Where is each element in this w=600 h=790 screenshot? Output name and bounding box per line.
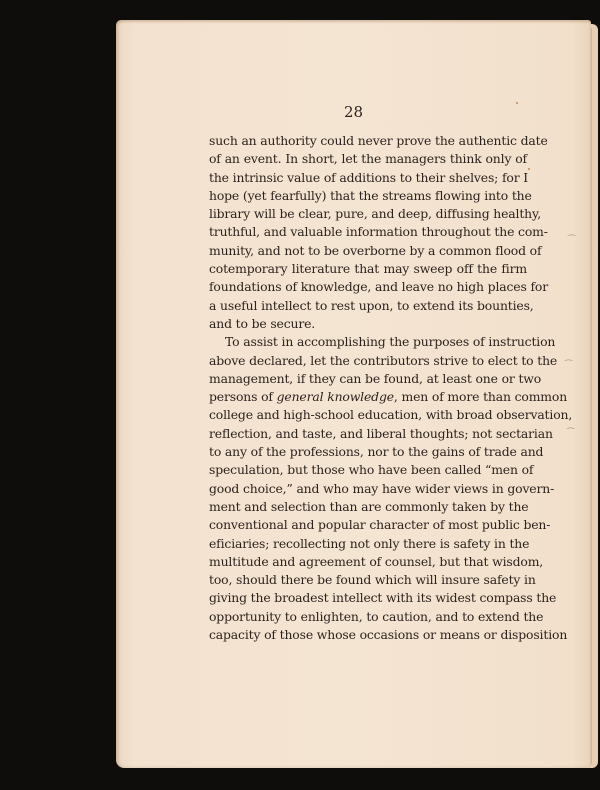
text-line: speculation, but those who have been called “men of (209, 462, 534, 478)
text-line: good choice,” and who may have wider views in govern- (209, 480, 555, 496)
text-line (209, 388, 568, 406)
body-text (209, 132, 573, 644)
text-line: opportunity to enlighten, to caution, and to extend the (209, 608, 544, 624)
text-line: to any of the professions, nor to the gains of trade and (209, 444, 544, 460)
text-line: To assist in accomplishing the purposes of instruction (225, 334, 556, 350)
text-line: above declared, let the contributors strive to elect to the (209, 352, 558, 368)
text-line: giving the broadest intellect with its widest compass the (209, 590, 557, 606)
text-line: library will be clear, pure, and deep, diffusing healthy, (209, 206, 541, 222)
text-line: a useful intellect to rest upon, to extend its bounties, (209, 297, 534, 313)
paper-speck (516, 102, 518, 104)
text-line: truthful, and valuable information throughout the com- (209, 224, 548, 240)
text-segment: persons of (209, 389, 277, 405)
italic-emphasis: general knowledge (276, 389, 394, 405)
pinhole-mark-icon: ⁀ (567, 429, 575, 439)
text-line: management, if they can be found, at least one or two (209, 370, 542, 386)
text-segment: , men of more than common (393, 389, 568, 405)
text-line: multitude and agreement of counsel, but that wisdom, (209, 553, 544, 569)
text-line: hope (yet fearfully) that the streams flowing into the (209, 187, 532, 203)
text-line: cotemporary literature that may sweep off the firm (209, 261, 527, 277)
text-line: reflection, and taste, and liberal thoughts; not sectarian (209, 425, 553, 441)
book-page (116, 20, 591, 768)
page-number: 28 (343, 103, 364, 121)
pinhole-mark-icon: ⁀ (568, 236, 576, 246)
paper-speck (528, 168, 530, 170)
text-line: munity, and not to be overborne by a common flood of (209, 242, 542, 258)
text-line: ment and selection than are commonly taken by the (209, 498, 529, 514)
text-line: and to be secure. (209, 315, 316, 331)
text-line: the intrinsic value of additions to their shelves; for I (209, 169, 529, 185)
pinhole-mark-icon: ⁀ (565, 361, 573, 371)
text-line: eficiaries; recollecting not only there is safety in the (209, 535, 530, 551)
text-line: such an authority could never prove the authentic date (209, 133, 548, 148)
text-line: of an event. In short, let the managers think only of (209, 151, 527, 167)
text-line: foundations of knowledge, and leave no high places for (209, 279, 548, 295)
text-line: conventional and popular character of most public ben- (209, 517, 551, 533)
text-line: college and high-school education, with broad observation, (209, 407, 573, 423)
text-line: too, should there be found which will insure safety in (209, 572, 536, 588)
text-line: capacity of those whose occasions or means or disposition (209, 627, 568, 643)
